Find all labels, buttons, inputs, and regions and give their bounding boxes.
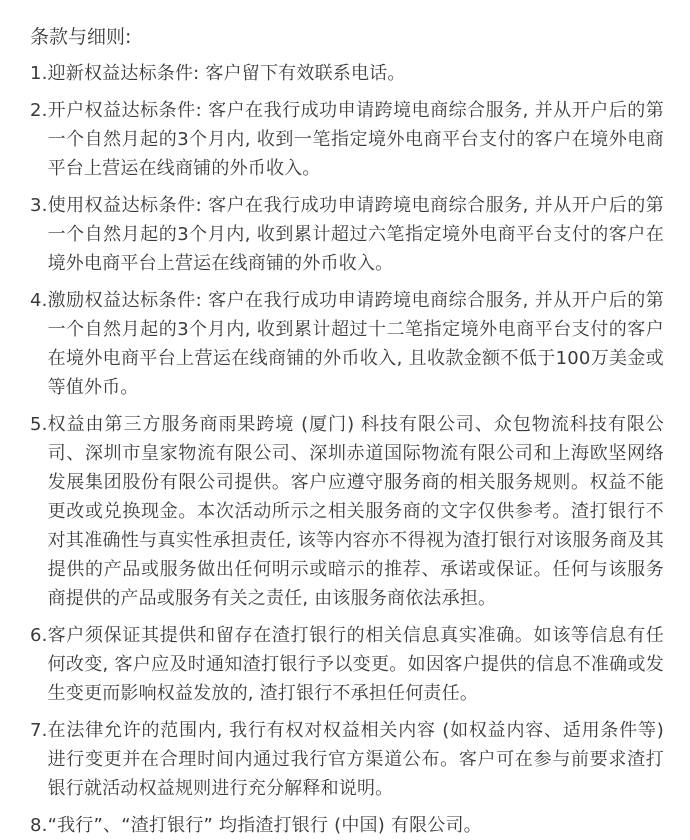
list-item xyxy=(30,96,664,183)
item-number: 8. xyxy=(30,815,48,836)
item-text: 开户权益达标条件: 客户在我行成功申请跨境电商综合服务, 并从开户后的第一个自然月起的3个月内, 收到一笔指定境外电商平台支付的客户在境外电商平台上营运在线商铺的外币收入。 xyxy=(47,100,664,179)
item-text: 迎新权益达标条件: 客户留下有效联系电话。 xyxy=(47,63,406,84)
list-item xyxy=(30,59,664,88)
list-item xyxy=(30,811,664,840)
item-text: “我行”、“渣打银行” 均指渣打银行 (中国) 有限公司。 xyxy=(47,815,482,836)
terms-list xyxy=(30,59,664,840)
item-text: 激励权益达标条件: 客户在我行成功申请跨境电商综合服务, 并从开户后的第一个自然月起的3个月内, 收到累计超过十二笔指定境外电商平台支付的客户在境外电商平台上营运在线商铺的外币收入, 且收款金额不低于100万美金或等值外币。 xyxy=(47,290,664,398)
item-number: 3. xyxy=(30,195,48,216)
list-item xyxy=(30,716,664,803)
list-item xyxy=(30,191,664,278)
list-item xyxy=(30,410,664,613)
item-text: 客户须保证其提供和留存在渣打银行的相关信息真实准确。如该等信息有任何改变, 客户应及时通知渣打银行予以变更。如因客户提供的信息不准确或发生变更而影响权益发放的, 渣打银行不承担任何责任。 xyxy=(47,625,664,704)
item-number: 4. xyxy=(30,290,48,311)
item-number: 1. xyxy=(30,63,48,84)
item-text: 在法律允许的范围内, 我行有权对权益相关内容 (如权益内容、适用条件等) 进行变更并在合理时间内通过我行官方渠道公布。客户可在参与前要求渣打银行就活动权益规则进行充分解释和说明。 xyxy=(47,720,664,799)
terms-title: 条款与细则: xyxy=(30,26,132,48)
item-number: 6. xyxy=(30,625,48,646)
item-text: 权益由第三方服务商雨果跨境 (厦门) 科技有限公司、众包物流科技有限公司、深圳市皇家物流有限公司、深圳赤道国际物流有限公司和上海欧坚网络发展集团股份有限公司提供。客户应遵守服务商的相关服务规则。权益不能更改或兑换现金。本次活动所示之相关服务商的文字仅供参考。渣打银行不对其准确性与真实性承担责任, 该等内容亦不得视为渣打银行对该服务商及其提供的产品或服务做出任何明示或暗示的推荐、承诺或保证。任何与该服务商提供的产品或服务有关之责任, 由该服务商依法承担。 xyxy=(47,414,664,609)
list-item xyxy=(30,621,664,708)
item-number: 7. xyxy=(30,720,48,741)
item-number: 5. xyxy=(30,414,48,435)
item-text: 使用权益达标条件: 客户在我行成功申请跨境电商综合服务, 并从开户后的第一个自然月起的3个月内, 收到累计超过六笔指定境外电商平台支付的客户在境外电商平台上营运在线商铺的外币收入。 xyxy=(47,195,664,274)
item-number: 2. xyxy=(30,100,48,121)
list-item xyxy=(30,286,664,402)
